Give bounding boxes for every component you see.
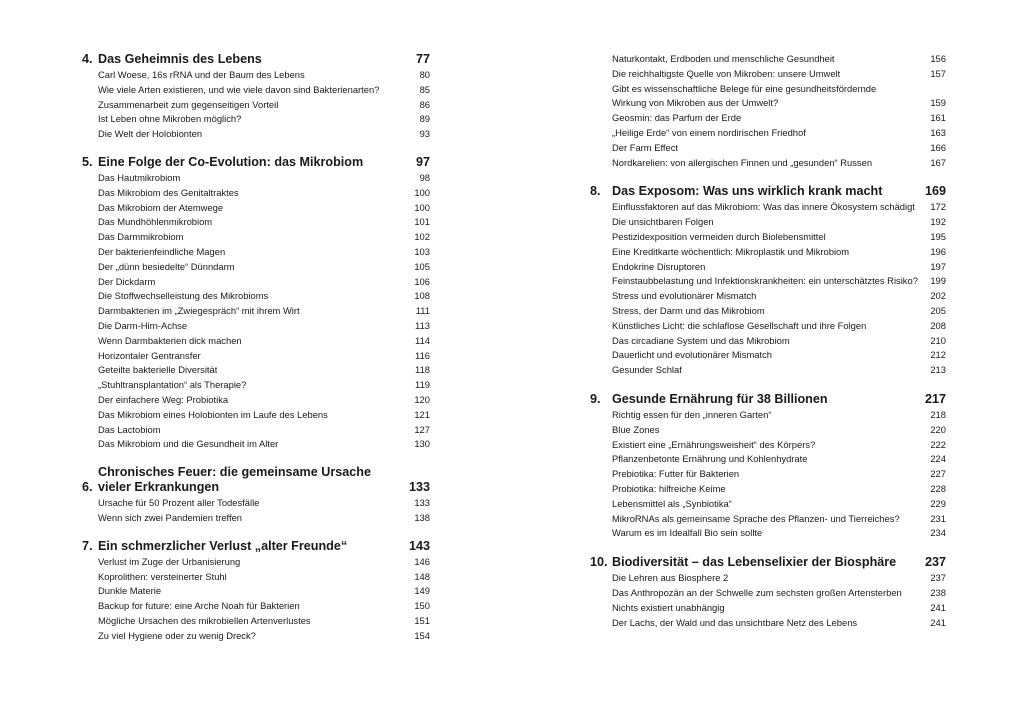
chapter-page-number: 77 [415,52,430,66]
chapter-title [98,465,402,495]
toc-entry [98,378,430,393]
entry-title: MikroRNAs als gemeinsame Sprache des Pflanzen- und Tierreiches? [612,512,900,524]
entry-page-number: 86 [419,98,430,110]
chapter-title [98,52,402,67]
entry-title: Pflanzenbetonte Ernährung und Kohlenhydrate [612,453,808,465]
toc-chapter [590,184,946,378]
toc-entry [98,215,430,230]
entry-title: Die Darm-Hirn-Achse [98,319,188,331]
entry-title: Gesunder Schlaf [612,364,682,376]
entry-page-number: 196 [930,245,946,257]
toc-entry [612,245,946,260]
toc-entry [98,599,430,614]
entry-title: Das Mikrobiom des Genitaltraktes [98,186,239,198]
entry-title: Stress, der Darm und das Mikrobiom [612,304,765,316]
entry-title: Verlust im Zuge der Urbanisierung [98,555,241,567]
entry-page-number: 100 [414,186,430,198]
entry-page-number: 192 [930,216,946,228]
entry-title: Wirkung von Mikroben aus der Umwelt? [612,97,779,109]
entry-title: Eine Kreditkarte wöchentlich: Mikroplastik und Mikrobiom [612,245,850,257]
entry-title: Der Farm Effect [612,141,678,153]
chapter-number: 7. [82,538,93,553]
toc-entry [612,215,946,230]
entry-page-number: 224 [930,453,946,465]
chapter-title [612,555,918,570]
toc-entry [612,82,946,97]
entry-page-number: 218 [930,408,946,420]
toc-entry [98,614,430,629]
chapter-number: 4. [82,52,93,66]
entry-title: Wie viele Arten existieren, und wie viele davon sind Bakterienarten? [98,83,380,95]
entry-title: Zu viel Hygiene oder zu wenig Dreck? [98,629,256,641]
entry-title: Carl Woese, 16s rRNA und der Baum des Lebens [98,69,305,80]
entry-title: Das Darmmikrobiom [98,231,184,243]
chapter-title-line: Biodiversität – das Lebenselixier der Biosphäre [612,555,897,570]
chapter-title-line: Ein schmerzlicher Verlust „alter Freunde“ [98,538,348,553]
chapter-title-line: Chronisches Feuer: die gemeinsame Ursache [98,465,371,480]
toc-entry [98,275,430,290]
toc-entry [98,319,430,334]
toc-entry [612,289,946,304]
entry-page-number: 210 [930,334,946,346]
toc-entry [98,289,430,304]
entry-title: Das Mikrobiom der Atemwege [98,201,224,213]
entry-title: Endokrine Disruptoren [612,260,706,272]
toc-entry [98,349,430,364]
toc-entry [612,156,946,171]
toc-entry [612,601,946,616]
entry-title: Das Mikrobiom und die Gesundheit im Alter [98,438,279,450]
toc-entry [98,511,430,526]
chapter-heading [590,184,946,199]
entry-title: „Heilige Erde“ von einem nordirischen Friedhof [612,126,806,138]
toc-chapter [82,539,430,644]
entry-page-number: 106 [414,275,430,287]
toc-chapter [82,155,430,452]
toc-entry [98,201,430,216]
chapter-number: 6. [82,480,93,495]
entry-page-number: 157 [930,67,946,79]
entry-title: Darmbakterien im „Zwiegespräch“ mit ihrem Wirt [98,305,300,317]
chapter-page-number: 133 [408,480,430,495]
entry-title: Geosmin: das Parfum der Erde [612,112,742,124]
toc-chapter [82,465,430,526]
entry-title: Die Lehren aus Biosphere 2 [612,572,729,584]
entry-title: Der bakterienfeindliche Magen [98,245,226,257]
entry-page-number: 105 [414,260,430,272]
toc-entry [612,482,946,497]
entry-title: Existiert eine „Ernährungsweisheit“ des Körpers? [612,438,816,450]
toc-entry [98,555,430,570]
toc-entry [98,570,430,585]
entry-title: Blue Zones [612,423,660,435]
entry-title: Gibt es wissenschaftliche Belege für eine gesundheitsfördernde [612,82,877,94]
toc-entry [98,112,430,127]
entry-page-number: 101 [414,216,430,228]
chapter-heading [82,155,430,170]
entry-page-number: 116 [415,349,430,361]
toc-entry [98,334,430,349]
entry-title: Einflussfaktoren auf das Mikrobiom: Was das innere Ökosystem schädigt [612,201,915,213]
toc-chapter [82,52,430,142]
entry-page-number: 113 [415,319,430,331]
entry-title: Lebensmittel als „Synbiotika“ [612,497,732,509]
entry-page-number: 234 [930,527,946,539]
entry-page-number: 156 [930,53,946,64]
chapter-page-number: 237 [924,555,946,570]
entry-page-number: 172 [930,201,946,213]
chapter-number: 9. [590,391,601,406]
toc-chapter [590,555,946,630]
entry-title: Dunkle Materie [98,585,162,597]
chapter-title [612,392,918,407]
entry-title: Naturkontakt, Erdboden und menschliche Gesundheit [612,53,835,64]
entry-title: Prebiotika: Futter für Bakterien [612,468,740,480]
chapter-number: 5. [82,154,93,169]
entry-page-number: 148 [414,570,430,582]
toc-entry [98,423,430,438]
toc-entry [612,616,946,631]
toc-entry [98,68,430,83]
toc-entry [612,67,946,82]
entry-page-number: 159 [930,97,946,109]
chapter-heading [590,392,946,407]
entry-title: Dauerlicht und evolutionärer Mismatch [612,349,772,361]
chapter-number: 10. [590,555,608,570]
entry-page-number: 93 [419,128,430,140]
toc-entry [612,141,946,156]
entry-title: Zusammenarbeit zum gegenseitigen Vorteil [98,98,279,110]
entry-page-number: 151 [414,614,430,626]
entry-page-number: 118 [415,364,430,376]
entry-page-number: 146 [414,555,430,567]
chapter-page-number: 97 [415,154,430,169]
entry-page-number: 222 [930,438,946,450]
entry-page-number: 241 [930,616,946,628]
chapter-heading [82,465,430,495]
entry-page-number: 108 [414,290,430,302]
toc-entry [612,512,946,527]
toc-entry [612,230,946,245]
chapter-title [98,539,402,554]
chapter-page-number: 169 [924,184,946,199]
toc-entry [612,126,946,141]
entry-title: Mögliche Ursachen des mikrobiellen Artenverlustes [98,614,311,626]
entry-title: Das Mikrobiom eines Holobionten im Laufe des Lebens [98,408,328,420]
toc-entry [612,571,946,586]
entry-page-number: 205 [930,304,946,316]
toc-entry [612,586,946,601]
entry-title: Ursache für 50 Prozent aller Todesfälle [98,497,260,509]
chapter-title-line: vieler Erkrankungen [98,480,220,495]
toc-entry [612,304,946,319]
toc-entry [612,452,946,467]
toc-chapter [590,392,946,541]
toc-entry [98,186,430,201]
toc-entry [98,127,430,142]
toc-entry [612,467,946,482]
toc-entry [98,437,430,452]
toc-entry [612,260,946,275]
toc-entry [612,423,946,438]
entry-title: Wenn sich zwei Pandemien treffen [98,511,243,523]
chapter-page-number: 217 [924,391,946,406]
entry-page-number: 100 [414,201,430,213]
toc-entry [98,260,430,275]
entry-title: Stress und evolutionärer Mismatch [612,290,757,302]
toc-entry [612,96,946,111]
toc-entry [98,584,430,599]
entry-page-number: 138 [414,511,430,523]
toc-entry [98,408,430,423]
entry-title: Geteilte bakterielle Diversität [98,364,218,376]
entry-title: Nichts existiert unabhängig [612,601,725,613]
entry-page-number: 154 [414,629,430,641]
entry-title: Feinstaubbelastung und Infektionskrankheiten: ein unterschätztes Risiko? [612,275,918,287]
toc-entry [98,98,430,113]
toc-entry [612,363,946,378]
entry-title: Das circadiane System und das Mikrobiom [612,334,790,346]
toc-left-page [82,52,430,657]
toc-entry [612,200,946,215]
entry-page-number: 212 [930,349,946,361]
entry-page-number: 167 [930,156,946,168]
entry-page-number: 163 [930,126,946,138]
chapter-title-line: Das Exposom: Was uns wirklich krank macht [612,184,883,199]
entry-page-number: 161 [930,112,946,124]
entry-page-number: 208 [930,319,946,331]
toc-entry [98,363,430,378]
chapter-title [612,184,918,199]
toc-entry [612,438,946,453]
toc-chapter [590,52,946,170]
entry-page-number: 119 [415,379,430,391]
toc-entry [612,319,946,334]
chapter-title-line: Eine Folge der Co-Evolution: das Mikrobiom [98,154,364,169]
chapter-heading [82,52,430,67]
entry-title: Der Lachs, der Wald und das unsichtbare Netz des Lebens [612,616,858,628]
entry-title: Die unsichtbaren Folgen [612,216,714,228]
toc-entry [98,393,430,408]
entry-title: Das Mundhöhlenmikrobiom [98,216,213,228]
chapter-heading [590,555,946,570]
entry-page-number: 241 [930,601,946,613]
entry-page-number: 102 [414,231,430,243]
toc-right-page [590,52,946,644]
entry-title: Backup for future: eine Arche Noah für Bakterien [98,600,300,612]
entry-page-number: 237 [930,572,946,584]
entry-page-number: 195 [930,230,946,242]
entry-title: „Stuhltransplantation“ als Therapie? [98,379,247,391]
toc-entry [612,111,946,126]
entry-title: Künstliches Licht: die schlaflose Gesellschaft und ihre Folgen [612,319,867,331]
entry-page-number: 89 [419,113,430,125]
entry-title: Die Welt der Holobionten [98,128,203,140]
entry-page-number: 150 [414,600,430,612]
toc-entry [98,230,430,245]
toc-entry [612,52,946,67]
chapter-title-line: Gesunde Ernährung für 38 Billionen [612,391,828,406]
toc-entry [612,348,946,363]
entry-page-number: 114 [415,334,430,346]
toc-entry [612,274,946,289]
entry-page-number: 85 [419,83,430,95]
entry-page-number: 166 [930,141,946,153]
entry-page-number: 202 [930,290,946,302]
entry-page-number: 127 [414,423,430,435]
entry-page-number: 130 [414,438,430,450]
entry-page-number: 103 [414,245,430,257]
entry-title: Wenn Darmbakterien dick machen [98,334,242,346]
entry-page-number: 213 [930,364,946,376]
entry-title: Richtig essen für den „inneren Garten“ [612,408,772,420]
entry-page-number: 197 [930,260,946,272]
toc-entry [612,408,946,423]
entry-title: Das Anthropozän an der Schwelle zum sechsten großen Artensterben [612,586,902,598]
toc-entry [98,171,430,186]
toc-entry [98,245,430,260]
entry-title: Das Hautmikrobiom [98,171,181,183]
toc-entry [98,496,430,511]
chapter-page-number: 143 [408,538,430,553]
entry-title: Koprolithen: versteinerter Stuhl [98,570,227,582]
entry-title: Die reichhaltigste Quelle von Mikroben: unsere Umwelt [612,67,841,79]
entry-title: Ist Leben ohne Mikroben möglich? [98,113,242,125]
entry-page-number: 228 [930,482,946,494]
entry-page-number: 98 [419,171,430,183]
entry-title: Horizontaler Gentransfer [98,349,201,361]
entry-title: Der einfachere Weg: Probiotika [98,393,229,405]
toc-entry [612,334,946,349]
entry-page-number: 111 [415,305,430,317]
entry-page-number: 120 [414,393,430,405]
entry-page-number: 227 [930,468,946,480]
entry-page-number: 231 [930,512,946,524]
toc-entry [98,629,430,644]
toc-entry [612,526,946,541]
entry-title: Probiotika: hilfreiche Keime [612,482,726,494]
entry-title: Pestizidexposition vermeiden durch Biolebensmittel [612,230,826,242]
entry-page-number: 199 [930,275,946,287]
entry-title: Nordkarelien: von allergischen Finnen und „gesunden“ Russen [612,156,873,168]
chapter-title [98,155,402,170]
entry-page-number: 121 [414,408,430,420]
entry-page-number: 149 [414,585,430,597]
entry-title: Der „dünn besiedelte“ Dünndarm [98,260,235,272]
entry-page-number: 133 [414,497,430,509]
entry-page-number: 80 [419,69,430,80]
chapter-heading [82,539,430,554]
toc-entry [612,497,946,512]
chapter-title-line: Das Geheimnis des Lebens [98,52,262,66]
entry-title: Das Lactobiom [98,423,161,435]
entry-title: Der Dickdarm [98,275,156,287]
entry-title: Warum es im Idealfall Bio sein sollte [612,527,763,539]
entry-page-number: 220 [930,423,946,435]
toc-entry [98,83,430,98]
entry-title: Die Stoffwechselleistung des Mikrobioms [98,290,269,302]
entry-page-number: 229 [930,497,946,509]
toc-entry [98,304,430,319]
chapter-number: 8. [590,184,601,199]
entry-page-number: 238 [930,586,946,598]
